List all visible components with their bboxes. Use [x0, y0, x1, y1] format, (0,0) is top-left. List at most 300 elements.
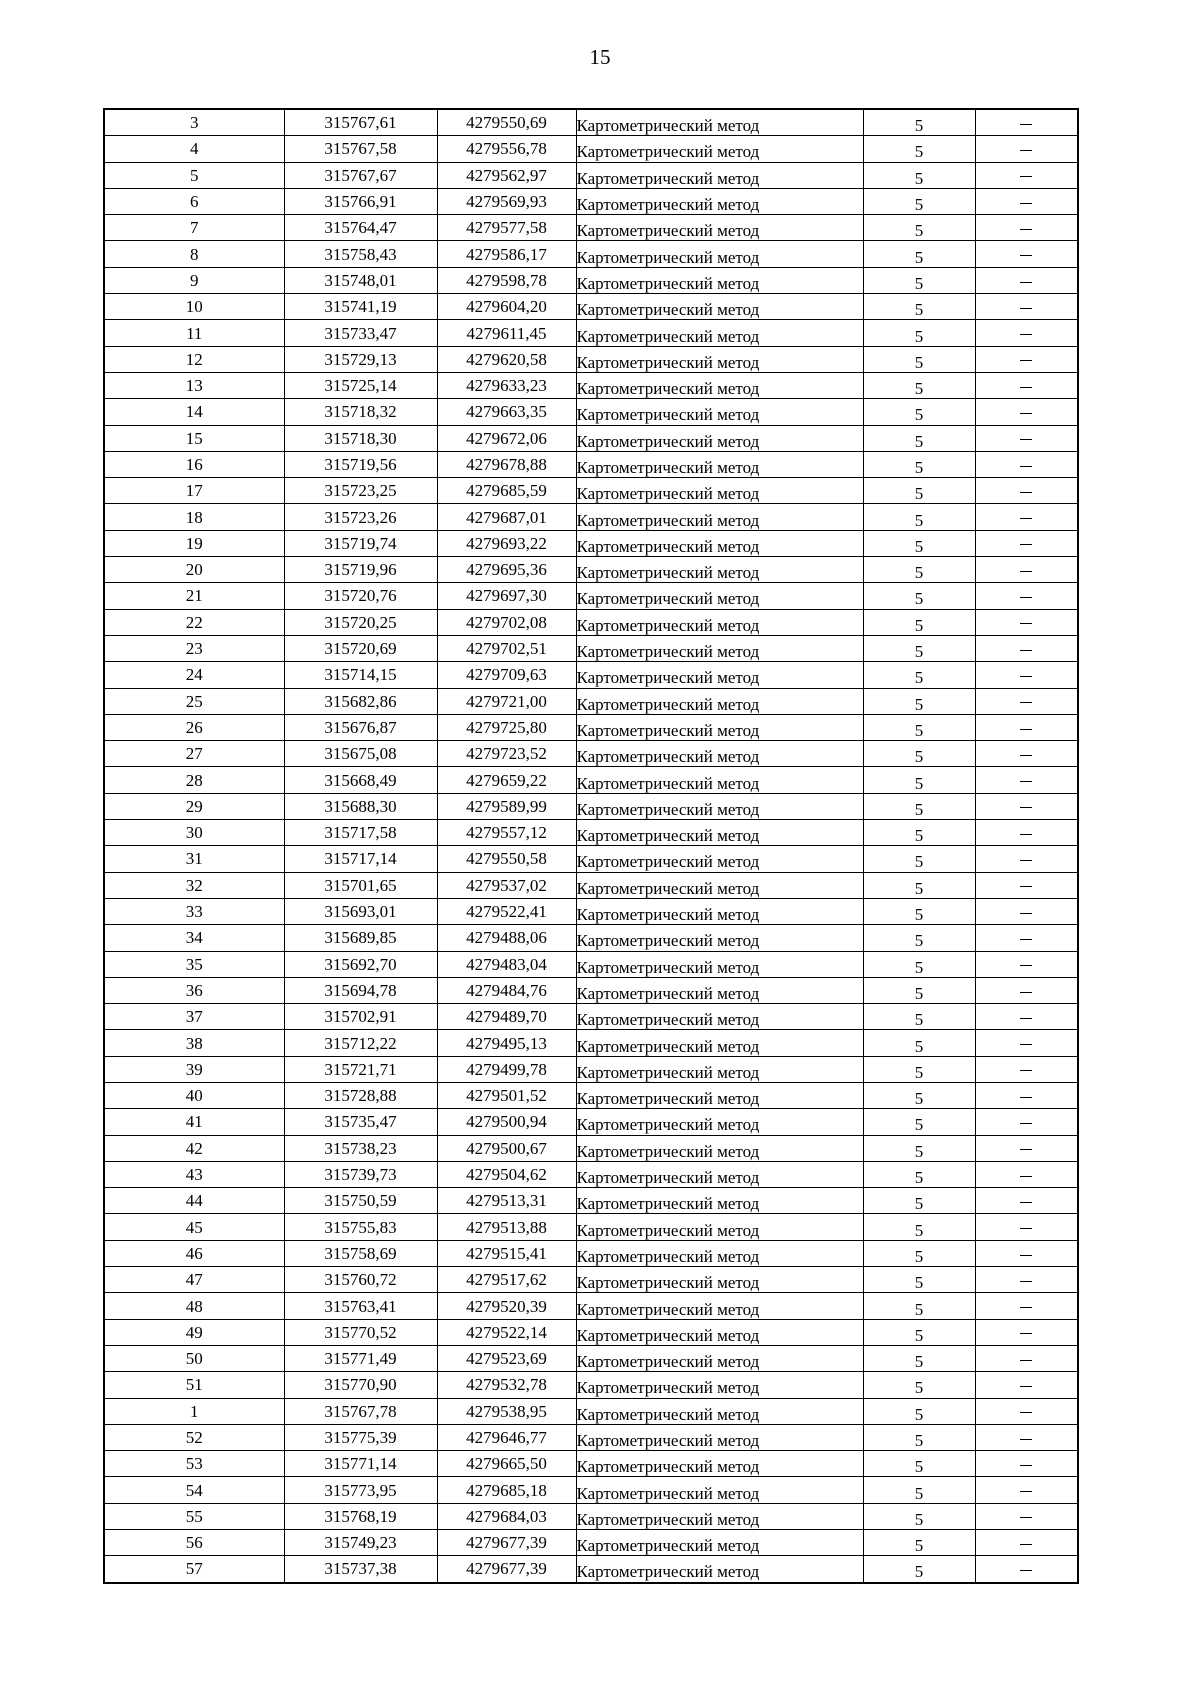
x-coordinate-cell: 315718,32	[284, 399, 437, 425]
error-text: 5	[914, 799, 924, 819]
x-coordinate-cell: 315719,74	[284, 530, 437, 556]
dash-mark	[1020, 781, 1032, 782]
dash-mark	[1020, 729, 1032, 730]
point-number-cell: 13	[104, 372, 284, 398]
y-coordinate-cell: 4279550,69	[437, 109, 576, 136]
dash-mark	[1020, 176, 1032, 177]
error-cell	[863, 188, 975, 214]
note-cell	[975, 136, 1078, 162]
y-coordinate-cell: 4279484,76	[437, 977, 576, 1003]
note-cell	[975, 478, 1078, 504]
error-text: 5	[914, 221, 924, 241]
method-cell	[576, 1135, 863, 1161]
method-text: Картометрический метод	[576, 1562, 760, 1582]
dash-mark	[1020, 939, 1032, 940]
note-cell	[975, 662, 1078, 688]
y-coordinate-cell: 4279501,52	[437, 1082, 576, 1108]
error-cell	[863, 346, 975, 372]
method-cell	[576, 951, 863, 977]
note-cell	[975, 793, 1078, 819]
error-cell	[863, 504, 975, 530]
method-text: Картометрический метод	[576, 1430, 760, 1450]
point-number-cell: 38	[104, 1030, 284, 1056]
method-text: Картометрический метод	[576, 1036, 760, 1056]
point-number-cell: 29	[104, 793, 284, 819]
y-coordinate-cell: 4279520,39	[437, 1293, 576, 1319]
note-cell	[975, 635, 1078, 661]
note-cell	[975, 346, 1078, 372]
method-cell	[576, 294, 863, 320]
point-number-cell: 12	[104, 346, 284, 372]
dash-mark	[1020, 466, 1032, 467]
y-coordinate-cell: 4279646,77	[437, 1424, 576, 1450]
note-cell	[975, 1372, 1078, 1398]
dash-mark	[1020, 1202, 1032, 1203]
method-cell	[576, 215, 863, 241]
x-coordinate-cell: 315770,52	[284, 1319, 437, 1345]
x-coordinate-cell: 315775,39	[284, 1424, 437, 1450]
dash-mark	[1020, 913, 1032, 914]
error-text: 5	[914, 931, 924, 951]
point-number-cell: 53	[104, 1451, 284, 1477]
method-text: Картометрический метод	[576, 1273, 760, 1293]
y-coordinate-cell: 4279697,30	[437, 583, 576, 609]
error-text: 5	[914, 1457, 924, 1477]
method-cell	[576, 898, 863, 924]
point-number-cell: 14	[104, 399, 284, 425]
method-cell	[576, 346, 863, 372]
dash-mark	[1020, 571, 1032, 572]
error-text: 5	[914, 1220, 924, 1240]
point-number-cell: 8	[104, 241, 284, 267]
method-text: Картометрический метод	[576, 1404, 760, 1424]
x-coordinate-cell: 315689,85	[284, 925, 437, 951]
y-coordinate-cell: 4279611,45	[437, 320, 576, 346]
error-text: 5	[914, 484, 924, 504]
table-row	[104, 1214, 1078, 1240]
table-row	[104, 688, 1078, 714]
x-coordinate-cell: 315758,69	[284, 1240, 437, 1266]
method-cell	[576, 372, 863, 398]
error-cell	[863, 609, 975, 635]
note-cell	[975, 1267, 1078, 1293]
method-text: Картометрический метод	[576, 484, 760, 504]
error-text: 5	[914, 1273, 924, 1293]
error-text: 5	[914, 247, 924, 267]
note-cell	[975, 1424, 1078, 1450]
y-coordinate-cell: 4279693,22	[437, 530, 576, 556]
note-cell	[975, 241, 1078, 267]
table-row	[104, 215, 1078, 241]
note-cell	[975, 1398, 1078, 1424]
y-coordinate-cell: 4279550,58	[437, 846, 576, 872]
point-number-cell: 34	[104, 925, 284, 951]
error-cell	[863, 1477, 975, 1503]
error-text: 5	[914, 1430, 924, 1450]
error-cell	[863, 1451, 975, 1477]
method-cell	[576, 741, 863, 767]
y-coordinate-cell: 4279532,78	[437, 1372, 576, 1398]
note-cell	[975, 1240, 1078, 1266]
error-cell	[863, 372, 975, 398]
error-text: 5	[914, 1168, 924, 1188]
error-cell	[863, 714, 975, 740]
method-cell	[576, 1056, 863, 1082]
point-number-cell: 49	[104, 1319, 284, 1345]
y-coordinate-cell: 4279500,67	[437, 1135, 576, 1161]
note-cell	[975, 741, 1078, 767]
method-cell	[576, 1109, 863, 1135]
error-cell	[863, 1135, 975, 1161]
method-text: Картометрический метод	[576, 1378, 760, 1398]
table-row	[104, 1503, 1078, 1529]
point-number-cell: 11	[104, 320, 284, 346]
table-row	[104, 925, 1078, 951]
table-row	[104, 557, 1078, 583]
note-cell	[975, 109, 1078, 136]
error-cell	[863, 1556, 975, 1583]
x-coordinate-cell: 315675,08	[284, 741, 437, 767]
table-row	[104, 1267, 1078, 1293]
note-cell	[975, 1530, 1078, 1556]
point-number-cell: 24	[104, 662, 284, 688]
x-coordinate-cell: 315771,49	[284, 1345, 437, 1371]
y-coordinate-cell: 4279523,69	[437, 1345, 576, 1371]
y-coordinate-cell: 4279513,88	[437, 1214, 576, 1240]
method-text: Картометрический метод	[576, 1062, 760, 1082]
table-row	[104, 820, 1078, 846]
table-row	[104, 714, 1078, 740]
y-coordinate-cell: 4279586,17	[437, 241, 576, 267]
point-number-cell: 55	[104, 1503, 284, 1529]
error-cell	[863, 1056, 975, 1082]
method-cell	[576, 583, 863, 609]
x-coordinate-cell: 315767,58	[284, 136, 437, 162]
dash-mark	[1020, 834, 1032, 835]
dash-mark	[1020, 1517, 1032, 1518]
note-cell	[975, 898, 1078, 924]
error-text: 5	[914, 352, 924, 372]
method-text: Картометрический метод	[576, 1010, 760, 1030]
x-coordinate-cell: 315767,61	[284, 109, 437, 136]
point-number-cell: 23	[104, 635, 284, 661]
note-cell	[975, 1109, 1078, 1135]
x-coordinate-cell: 315719,56	[284, 451, 437, 477]
note-cell	[975, 1451, 1078, 1477]
x-coordinate-cell: 315760,72	[284, 1267, 437, 1293]
y-coordinate-cell: 4279677,39	[437, 1530, 576, 1556]
x-coordinate-cell: 315720,76	[284, 583, 437, 609]
y-coordinate-cell: 4279685,59	[437, 478, 576, 504]
y-coordinate-cell: 4279665,50	[437, 1451, 576, 1477]
x-coordinate-cell: 315682,86	[284, 688, 437, 714]
error-cell	[863, 767, 975, 793]
method-cell	[576, 662, 863, 688]
method-text: Картометрический метод	[576, 1536, 760, 1556]
y-coordinate-cell: 4279522,14	[437, 1319, 576, 1345]
error-text: 5	[914, 1246, 924, 1266]
point-number-cell: 33	[104, 898, 284, 924]
dash-mark	[1020, 886, 1032, 887]
method-text: Картометрический метод	[576, 379, 760, 399]
error-cell	[863, 688, 975, 714]
method-cell	[576, 1267, 863, 1293]
dash-mark	[1020, 1360, 1032, 1361]
dash-mark	[1020, 544, 1032, 545]
table-row	[104, 846, 1078, 872]
table-row	[104, 188, 1078, 214]
method-text: Картометрический метод	[576, 168, 760, 188]
dash-mark	[1020, 518, 1032, 519]
point-number-cell: 22	[104, 609, 284, 635]
method-cell	[576, 136, 863, 162]
note-cell	[975, 820, 1078, 846]
y-coordinate-cell: 4279577,58	[437, 215, 576, 241]
note-cell	[975, 609, 1078, 635]
method-text: Картометрический метод	[576, 352, 760, 372]
dash-mark	[1020, 387, 1032, 388]
point-number-cell: 1	[104, 1398, 284, 1424]
method-text: Картометрический метод	[576, 589, 760, 609]
dash-mark	[1020, 650, 1032, 651]
method-text: Картометрический метод	[576, 1509, 760, 1529]
dash-mark	[1020, 1097, 1032, 1098]
note-cell	[975, 846, 1078, 872]
table-row	[104, 1004, 1078, 1030]
method-cell	[576, 1372, 863, 1398]
method-text: Картометрический метод	[576, 510, 760, 530]
note-cell	[975, 504, 1078, 530]
coordinates-table-body	[104, 109, 1078, 1583]
error-text: 5	[914, 1010, 924, 1030]
dash-mark	[1020, 150, 1032, 151]
point-number-cell: 41	[104, 1109, 284, 1135]
table-row	[104, 1345, 1078, 1371]
x-coordinate-cell: 315739,73	[284, 1161, 437, 1187]
dash-mark	[1020, 807, 1032, 808]
dash-mark	[1020, 255, 1032, 256]
dash-mark	[1020, 623, 1032, 624]
method-cell	[576, 925, 863, 951]
point-number-cell: 19	[104, 530, 284, 556]
x-coordinate-cell: 315725,14	[284, 372, 437, 398]
y-coordinate-cell: 4279557,12	[437, 820, 576, 846]
method-cell	[576, 767, 863, 793]
error-cell	[863, 1004, 975, 1030]
method-text: Картометрический метод	[576, 747, 760, 767]
y-coordinate-cell: 4279500,94	[437, 1109, 576, 1135]
error-cell	[863, 898, 975, 924]
point-number-cell: 17	[104, 478, 284, 504]
y-coordinate-cell: 4279633,23	[437, 372, 576, 398]
point-number-cell: 9	[104, 267, 284, 293]
error-text: 5	[914, 1115, 924, 1135]
y-coordinate-cell: 4279517,62	[437, 1267, 576, 1293]
method-text: Картометрический метод	[576, 773, 760, 793]
table-row	[104, 1135, 1078, 1161]
point-number-cell: 51	[104, 1372, 284, 1398]
error-cell	[863, 215, 975, 241]
method-cell	[576, 609, 863, 635]
x-coordinate-cell: 315720,69	[284, 635, 437, 661]
error-text: 5	[914, 326, 924, 346]
point-number-cell: 32	[104, 872, 284, 898]
point-number-cell: 7	[104, 215, 284, 241]
table-row	[104, 793, 1078, 819]
x-coordinate-cell: 315676,87	[284, 714, 437, 740]
error-text: 5	[914, 116, 924, 136]
method-cell	[576, 1240, 863, 1266]
point-number-cell: 50	[104, 1345, 284, 1371]
method-text: Картометрический метод	[576, 1299, 760, 1319]
table-row	[104, 136, 1078, 162]
method-cell	[576, 872, 863, 898]
note-cell	[975, 557, 1078, 583]
error-cell	[863, 136, 975, 162]
method-text: Картометрический метод	[576, 536, 760, 556]
point-number-cell: 37	[104, 1004, 284, 1030]
table-row	[104, 1424, 1078, 1450]
point-number-cell: 16	[104, 451, 284, 477]
y-coordinate-cell: 4279569,93	[437, 188, 576, 214]
error-cell	[863, 846, 975, 872]
method-text: Картометрический метод	[576, 1089, 760, 1109]
table-row	[104, 267, 1078, 293]
error-text: 5	[914, 1299, 924, 1319]
x-coordinate-cell: 315714,15	[284, 662, 437, 688]
note-cell	[975, 267, 1078, 293]
table-row	[104, 372, 1078, 398]
table-row	[104, 399, 1078, 425]
method-text: Картометрический метод	[576, 116, 760, 136]
method-text: Картометрический метод	[576, 642, 760, 662]
y-coordinate-cell: 4279489,70	[437, 1004, 576, 1030]
error-cell	[863, 1267, 975, 1293]
method-text: Картометрический метод	[576, 905, 760, 925]
note-cell	[975, 372, 1078, 398]
error-text: 5	[914, 1509, 924, 1529]
error-cell	[863, 1424, 975, 1450]
method-text: Картометрический метод	[576, 195, 760, 215]
error-cell	[863, 1109, 975, 1135]
table-row	[104, 1372, 1078, 1398]
note-cell	[975, 425, 1078, 451]
table-row	[104, 294, 1078, 320]
method-cell	[576, 451, 863, 477]
table-row	[104, 898, 1078, 924]
error-cell	[863, 1240, 975, 1266]
error-text: 5	[914, 1036, 924, 1056]
error-text: 5	[914, 1483, 924, 1503]
x-coordinate-cell: 315668,49	[284, 767, 437, 793]
method-cell	[576, 1188, 863, 1214]
point-number-cell: 48	[104, 1293, 284, 1319]
error-text: 5	[914, 1536, 924, 1556]
method-text: Картометрический метод	[576, 931, 760, 951]
y-coordinate-cell: 4279537,02	[437, 872, 576, 898]
method-text: Картометрический метод	[576, 221, 760, 241]
x-coordinate-cell: 315723,25	[284, 478, 437, 504]
point-number-cell: 44	[104, 1188, 284, 1214]
note-cell	[975, 1030, 1078, 1056]
point-number-cell: 27	[104, 741, 284, 767]
x-coordinate-cell: 315767,78	[284, 1398, 437, 1424]
error-text: 5	[914, 510, 924, 530]
y-coordinate-cell: 4279672,06	[437, 425, 576, 451]
error-cell	[863, 1082, 975, 1108]
note-cell	[975, 977, 1078, 1003]
error-cell	[863, 951, 975, 977]
method-text: Картометрический метод	[576, 563, 760, 583]
table-row	[104, 1082, 1078, 1108]
point-number-cell: 10	[104, 294, 284, 320]
y-coordinate-cell: 4279522,41	[437, 898, 576, 924]
error-cell	[863, 530, 975, 556]
dash-mark	[1020, 597, 1032, 598]
dash-mark	[1020, 1281, 1032, 1282]
error-text: 5	[914, 1089, 924, 1109]
point-number-cell: 35	[104, 951, 284, 977]
error-cell	[863, 1530, 975, 1556]
table-row	[104, 872, 1078, 898]
method-cell	[576, 1398, 863, 1424]
method-cell	[576, 241, 863, 267]
table-row	[104, 977, 1078, 1003]
note-cell	[975, 1319, 1078, 1345]
method-cell	[576, 557, 863, 583]
note-cell	[975, 1556, 1078, 1583]
method-text: Картометрический метод	[576, 983, 760, 1003]
table-row	[104, 478, 1078, 504]
point-number-cell: 20	[104, 557, 284, 583]
method-text: Картометрический метод	[576, 273, 760, 293]
table-row	[104, 1398, 1078, 1424]
note-cell	[975, 1345, 1078, 1371]
table-row	[104, 109, 1078, 136]
error-text: 5	[914, 168, 924, 188]
x-coordinate-cell: 315749,23	[284, 1530, 437, 1556]
table-row	[104, 1188, 1078, 1214]
note-cell	[975, 925, 1078, 951]
method-cell	[576, 1556, 863, 1583]
error-cell	[863, 267, 975, 293]
table-row	[104, 1056, 1078, 1082]
point-number-cell: 36	[104, 977, 284, 1003]
error-text: 5	[914, 563, 924, 583]
note-cell	[975, 320, 1078, 346]
error-text: 5	[914, 642, 924, 662]
method-cell	[576, 1214, 863, 1240]
y-coordinate-cell: 4279684,03	[437, 1503, 576, 1529]
table-row	[104, 1161, 1078, 1187]
dash-mark	[1020, 1255, 1032, 1256]
error-text: 5	[914, 615, 924, 635]
error-cell	[863, 1503, 975, 1529]
point-number-cell: 52	[104, 1424, 284, 1450]
note-cell	[975, 451, 1078, 477]
method-cell	[576, 1004, 863, 1030]
dash-mark	[1020, 1465, 1032, 1466]
error-cell	[863, 109, 975, 136]
dash-mark	[1020, 1412, 1032, 1413]
error-text: 5	[914, 694, 924, 714]
method-text: Картометрический метод	[576, 1168, 760, 1188]
method-cell	[576, 1503, 863, 1529]
x-coordinate-cell: 315767,67	[284, 162, 437, 188]
table-row	[104, 609, 1078, 635]
dash-mark	[1020, 1018, 1032, 1019]
dash-mark	[1020, 124, 1032, 125]
